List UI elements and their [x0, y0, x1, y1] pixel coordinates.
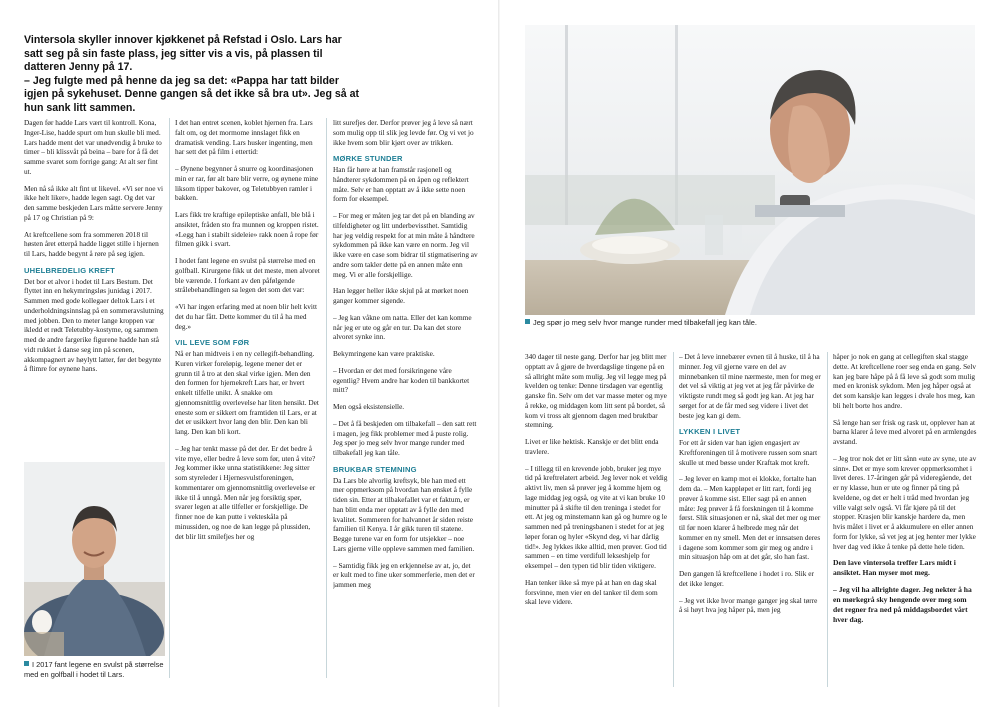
text-column-2: [175, 118, 320, 698]
body-paragraph: – Jeg lever en kamp mot ei klokke, fortalte han dem da. – Men kappløpet er litt rart, fordi jeg prøver å komme sist. Eller sagt på en annen måte: Jeg prøver å få forskningen til å komme først. Slik situasjonen er nå, skal det mer og mer til før noen klarer å helbrede meg når det kommer en ny smell. Men det er innsatsen deres i dagene som kommer som gir meg og andre i min situasjon håp om at det går, slo han fast.: [679, 474, 821, 562]
body-paragraph: – Det å leve innebærer evnen til å huske, til å ha minner. Jeg vil gjerne være en del av minnebanken til mine nærmeste, men for meg er det vel så viktig at jeg vet at jeg får påvirke de viktigste rundt meg så godt jeg kan. At jeg har sørget for at de får med seg videre i livet det beste jeg kan gi dem.: [679, 352, 821, 420]
intro-quote: – Jeg fulgte med på henne da jeg sa det: «Pappa har tatt bilder igjen på sykehuset. Denne gangen så det ikke så bra ut». Jeg så at hun sank litt sammen.: [24, 74, 360, 114]
intro-paragraph: Vintersola skyller innover kjøkkenet på Refstad i Oslo. Lars har satt seg på sin faste plass, jeg sitter vis a vis, på plassen til datteren Jenny på 17.: [24, 34, 342, 74]
column-divider: [169, 118, 170, 678]
body-paragraph: For ett år siden var han igjen engasjert av Kreftforeningen til å motivere russen som snart skulle ut med bøsse under Kraftak mot kreft.: [679, 438, 818, 467]
body-paragraph: – Jeg har tenkt masse på det der. Er det bedre å vite mye, eller bedre å leve som før, uten å vite? Jeg kommer ikke unna statistikkene: Jeg sitter som styreleder i Hjernesvulstforeningen, kommentarer om gjennomsnittlig overlevelse er ikke til å unngå. Men når jeg forsiktig spør, svarer legen at alle tilfeller er forskjellige. De finner noe de kan putte i vekteskåla på minussiden, og noe de kan legge på plussiden, det blir litt smilefjes her og: [175, 443, 316, 541]
body-paragraph: Livet er like hektisk. Kanskje er det blitt enda travlere.: [525, 437, 659, 456]
body-paragraph: – Hvordan er det med forsikringene våre egentlig? Hvem andre har koden til bankkortet mitt?: [333, 365, 470, 395]
section-heading: LYKKEN I LIVET: [679, 427, 741, 437]
section-heading: MØRKE STUNDER: [333, 154, 403, 164]
section-heading: UHELBREDELIG KREFT: [24, 265, 115, 275]
text-column-6: [833, 352, 977, 697]
photo-caption-right: Jeg spør jo meg selv hvor mange runder med tilbakefall jeg kan tåle.: [525, 318, 975, 328]
body-paragraph: Men nå så ikke alt fint ut likevel. «Vi ser noe vi ikke helt liker», hadde legen sagt. Og det var den samme beskjeden Lars måtte servere Jenny på 17 og Christian på 9:: [24, 183, 163, 222]
column-divider: [326, 118, 327, 678]
text-column-3: [333, 118, 478, 698]
body-paragraph: – For meg er måten jeg tar det på en blanding av tilfeldigheter og litt underbevissthet. Samtidig har jeg veldig respekt for at min måte å håndtere sykdommen på ikke kan være en norm. Jeg vil ikke være en case som bidrar til stigmatisering av andre som takler dette på en annen måte enn meg. Vi er alle forskjellige.: [333, 211, 478, 279]
text-column-1: [24, 118, 165, 458]
body-paragraph: I det han entret scenen, koblet hjernen fra. Lars falt om, og det mormome innslaget fikk en dramatisk vending. Lars husker ingenting, men har sett det på film i ettertid:: [175, 118, 313, 157]
portrait-photo: [24, 462, 165, 656]
body-paragraph: Lars fikk tre kraftige epileptiske anfall, ble blå i ansiktet, fråden sto fra munnen og kroppen ristet. «Legg han i stabilt sideleie» rakk noen å rope før filmen gikk i svart.: [175, 210, 319, 249]
closing-quote: – Jeg vil ha allrighte dager. Jeg nekter å ha en mørkegrå sky hengende over meg som det regner fra ned på middagsbordet vårt hver dag.: [833, 585, 972, 625]
column-divider: [673, 352, 674, 687]
body-paragraph: Han legger heller ikke skjul på at mørket noen ganger kommer sigende.: [333, 286, 469, 305]
body-paragraph: – Jeg tror nok det er litt sånn «ute av syne, ute av sinn». Det er mye som krever oppmerksomhet i livet deres. 17-åringen går på videregående, det er ny klasse, hun er ute og finner på ting på kveldene, og det er helt i tråd med hvordan jeg ville valgt selv også. Vi får kjøre på til det stopper. Krasjen blir kanskje hardere da, men hvis målet i livet er å akkumulere en eller annen form for lykke, så vet jeg at jeg henter mer lykke hver dag ved ikke å tenke på dette hele tiden.: [833, 453, 977, 551]
body-paragraph: – I tillegg til en krevende jobb, bruker jeg mye tid på kreftrelatert arbeid. Jeg lever nok et veldig aktivt liv, men så prøver jeg å komme hjem og lage middag jeg også, og vite at vi kan bruke 10 minutter på å skifte til den treninga i stedet for ett. At jeg og minstemann kan gå og humre og le sammen ned på treningsbanen i stedet for at jeg løper foran og hyler «Skynd deg, vi har dårlig tid!». Jeg lykkes ikke alltid, men prøver. God tid sammen – en time verdifull lekseshjelp for eksempel – den typen tid blir tiden viktigere.: [525, 463, 668, 570]
body-paragraph: Så lenge han ser frisk og rask ut, opplever han at barna klarer å leve med alvoret på en armlengdes avstand.: [833, 417, 977, 446]
body-paragraph: – Jeg vet ikke hvor mange ganger jeg skal tørre å si høyt hva jeg håper på, men jeg: [679, 595, 818, 615]
body-paragraph: – Jeg kan våkne om natta. Eller det kan komme når jeg er ute og går en tur. Da kan det store alvoret synke inn.: [333, 312, 472, 342]
body-paragraph: Da Lars ble alvorlig kreftsyk, ble han med ett mer oppmerksom på hvordan han ønsket å fylle tiden sin. Etter at tilbakefallet var et faktum, er han blitt enda mer opptatt av å fylle den med kvalitet. Sommeren for halvannet år siden reiste familien til Kenya. I år gikk turen til statene. Begge turene var en form for utsjekker – noe Lars gjerne ville oppleve sammen med familien.: [333, 475, 475, 553]
body-paragraph: Men også eksistensielle.: [333, 402, 405, 411]
body-paragraph: Den gangen lå kreftcellene i hodet i ro. Slik er det ikke lenger.: [679, 569, 814, 588]
body-paragraph: «Vi har ingen erfaring med at noen blir helt kvitt det du har fått. Dette kommer du til å ha med deg.»: [175, 302, 318, 331]
closing-paragraph: Den lave vintersola treffer Lars midt i ansiktet. Han myser mot meg.: [833, 558, 956, 578]
body-paragraph: 340 dager til neste gang. Derfor har jeg blitt mer opptatt av å gjøre de hverdagslige tingene på en så allright måte som mulig. Jeg vil legge meg på kvelden og tenke: Denne tirsdagen var egentlig ganske fin. Selv om det var masse møter og mye å rekke, og middagen kom litt sent på bordet, så kom vi tross alt gjennom dagen med bruktbar stemning.: [525, 352, 667, 430]
body-paragraph: Han får høre at han framstår rasjonell og håndterer sykdommen på en åpen og reflektert måte. Selv er han opptatt av å ikke sette noen form for eksempel.: [333, 165, 469, 204]
text-column-5: [679, 352, 822, 697]
main-photo: [525, 25, 975, 315]
article-intro: [24, 34, 359, 116]
body-paragraph: – Øynene begynner å snurre og koordinasjonen min er rar, før alt bare blir verre, og øynene mine liksom tipper bakover, og Teletubbyen ramler i bakken.: [175, 164, 319, 203]
section-heading: VIL LEVE SOM FØR: [175, 338, 250, 348]
body-paragraph: Det bor et alvor i hodet til Lars Bestum. Det flyttet inn en hekymringsløs junidag i 2017. Sammen med gode kollegaer deltok Lars i et underholdningsinnslag på en sommeravslutning med jobben. Den to meter lange kroppen var ikledd et rødt Teletubby-kostyme, og sammen med de andre fargerike figurene hadde han stå vidt rukket å danse seg inn på scenen, akkompagnert av høylytt latter, før det begynte å flimre for øynene hans.: [24, 276, 164, 374]
body-paragraph: litt surefjes der. Derfor prøver jeg å leve så nært som mulig opp til slik jeg levde før. Og vi vet jo ikke hvem som blir kjørt over av trikken.: [333, 118, 474, 147]
section-heading: BRUKBAR STEMNING: [333, 464, 417, 474]
body-paragraph: Han tenker ikke så mye på at han en dag skal forsvinne, men vier en del tanker til dem som skal leve videre.: [525, 577, 658, 607]
caption-marker-icon: [525, 319, 530, 324]
body-paragraph: – Det å få beskjeden om tilbakefall – den satt rett i magen, jeg fikk problemer med å puste rolig. Jeg spør jo meg selv hvor mange runder med tilbakefall jeg kan tåle.: [333, 418, 477, 457]
body-paragraph: Bekymringene kan være praktiske.: [333, 349, 435, 358]
photo-caption-left: I 2017 fant legene en svulst på størrelse med en golfball i hodet til Lars.: [24, 660, 164, 679]
column-divider: [827, 352, 828, 687]
body-paragraph: Nå er han midtveis i en ny cellegift-behandling. Kuren virker foreløpig, legene mener det er grunn til å tro at den skal virke igjen. Men den den formen for hjernekreft Lars har, er hvert enkelt tilfelle unikt. Å snakke om gjennomsnittlig overlevelse har liten hensikt. Det eneste som er sikkert om framtiden til Lars, er at det er usikkert hvor lang den blir. Den kan bli lang. Den kan bli kort.: [175, 349, 319, 436]
text-column-4: [525, 352, 668, 697]
man-praying-hands-photo: [525, 25, 975, 315]
body-paragraph: At kreftcellene som fra sommeren 2018 til høsten året etterpå hadde ligget stille i hjernen til Lars, hadde begynt å røre på seg igjen.: [24, 229, 159, 258]
caption-marker-icon: [24, 661, 29, 666]
smiling-man-photo: [24, 462, 165, 656]
body-paragraph: håper jo nok en gang at cellegiften skal stagge dette. At kreftcellene roer seg enda en gang. Selv kan jeg bare håpe på å få leve så godt som mulig med en kronisk sykdom. Men jeg håper også at det som kanskje kan legges i dvale hos meg, kan bli helt borte hos andre.: [833, 352, 977, 410]
body-paragraph: – Samtidig fikk jeg en erkjennelse av at, jo, det er kult med to fine uker sommerferie, men det er jammen meg: [333, 560, 475, 589]
body-paragraph: Dagen før hadde Lars vært til kontroll. Kona, Inger-Lise, hadde spurt om hun skulle bli med. Lars hadde ment det var unødvendig å bruke to timer – bli klissvåt på beina – bare for å få det samme svaret som forrige gang: At alt ser fint ut.: [24, 118, 162, 176]
body-paragraph: I hodet fant legene en svulst på størrelse med en golfball. Kirurgene fikk ut det meste, men alvoret ble værende. I forkant av den påfølgende strålebehandlingen sa legen det som det var:: [175, 256, 320, 295]
